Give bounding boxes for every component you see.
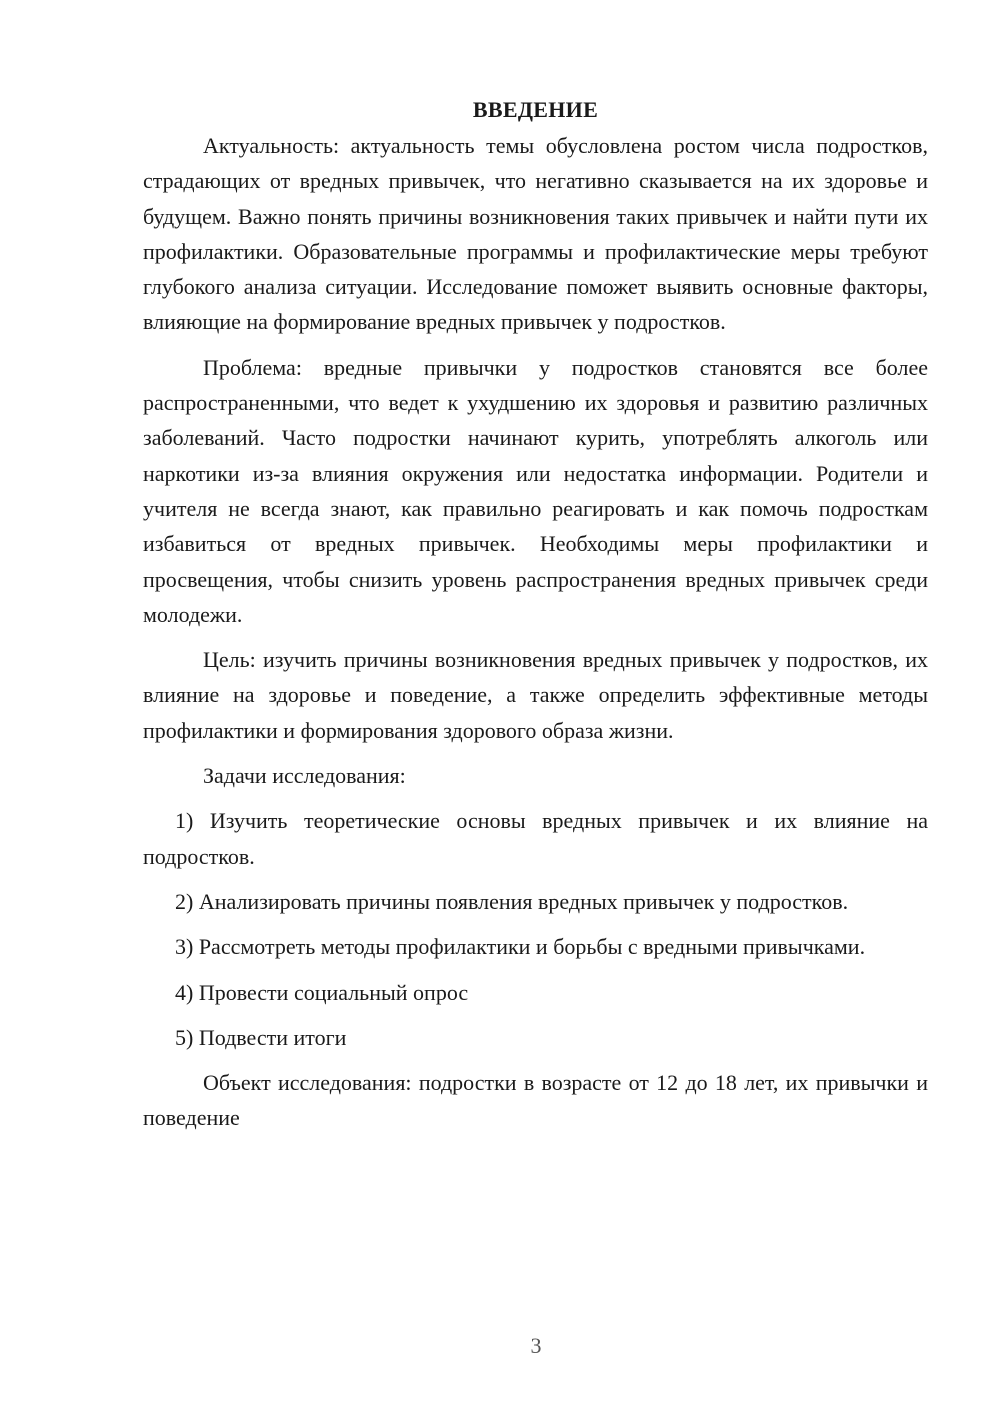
task-item-2: 2) Анализировать причины появления вредных привычек у подростков. xyxy=(175,888,849,914)
problem-paragraph: Проблема: вредные привычки у подростков становятся все более распространенными, что ведет к ухудшению их здоровья и развитию различных заболеваний. Часто подростки начинают курить, употреблять алкоголь или наркотики из-за влияния окружения или недостатка информации. Родители и учителя не всегда знают, как правильно реагировать и как помочь подросткам избавиться от вредных привычек. Необходимы меры профилактики и просвещения, чтобы снизить уровень распространения вредных привычек среди молодежи. xyxy=(143,354,928,627)
task-item-3: 3) Рассмотреть методы профилактики и борьбы с вредными привычками. xyxy=(175,934,866,960)
section-title: ВВЕДЕНИЕ xyxy=(472,97,599,122)
task-item-5: 5) Подвести итоги xyxy=(175,1024,347,1050)
task-item-4: 4) Провести социальный опрос xyxy=(175,979,469,1005)
goal-paragraph: Цель: изучить причины возникновения вредных привычек у подростков, их влияние на здоровье и поведение, а также определить эффективные методы профилактики и формирования здорового образа жизни. xyxy=(143,647,928,743)
object-paragraph: Объект исследования: подростки в возрасте от 12 до 18 лет, их привычки и поведение xyxy=(143,1070,928,1131)
task-item-1: 1) Изучить теоретические основы вредных привычек и их влияние на подростков. xyxy=(143,808,928,869)
relevance-paragraph: Актуальность: актуальность темы обусловлена ростом числа подростков, страдающих от вредных привычек, что негативно сказывается на их здоровье и будущем. Важно понять причины возникновения таких привычек и найти пути их профилактики. Образовательные программы и профилактические меры требуют глубокого анализа ситуации. Исследование поможет выявить основные факторы, влияющие на формирование вредных привычек у подростков. xyxy=(143,133,928,335)
document-page xyxy=(143,92,928,1146)
tasks-heading: Задачи исследования: xyxy=(203,763,406,789)
page-number: 3 xyxy=(530,1333,542,1358)
